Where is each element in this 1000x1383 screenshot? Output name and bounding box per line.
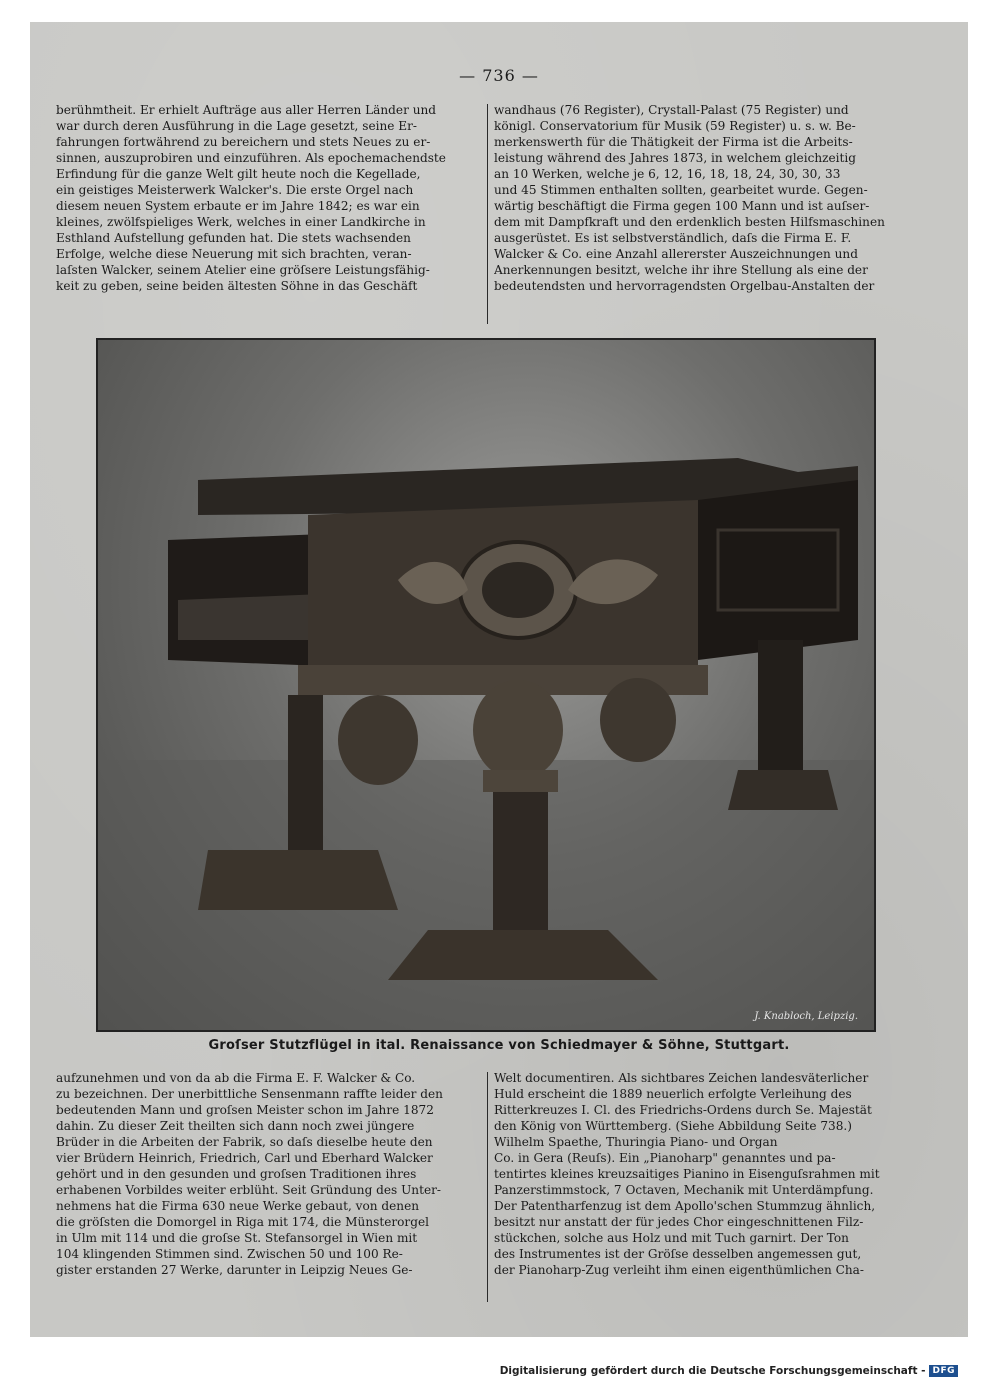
- column-bottom-right: [494, 1070, 946, 1278]
- text-line: sinnen, auszuprobiren und einzuführen. Als epochemachendste: [56, 151, 446, 165]
- text-line: wandhaus (76 Register), Crystall-Palast (75 Register) und: [494, 103, 849, 117]
- text-line: fahrungen fortwährend zu bereichern und stets Neues zu er-: [56, 135, 431, 149]
- text-line: Panzerstimmstock, 7 Octaven, Mechanik mit Unterdämpfung.: [494, 1183, 874, 1197]
- text-line: Welt documentiren. Als sichtbares Zeichen landesväterlicher: [494, 1071, 869, 1085]
- text-line: den König von Württemberg. (Siehe Abbildung Seite 738.): [494, 1119, 852, 1133]
- text-line: Co. in Gera (Reuſs). Ein „Pianoharp" genanntes und pa-: [494, 1151, 836, 1165]
- text-line: 104 klingenden Stimmen sind. Zwischen 50 und 100 Re-: [56, 1247, 403, 1261]
- text-line: bedeutendsten und hervorragendsten Orgelbau-Anstalten der: [494, 279, 875, 293]
- text-line: der Pianoharp-Zug verleiht ihm einen eigenthümlichen Cha-: [494, 1263, 864, 1277]
- piano-photograph: [96, 338, 876, 1032]
- page-number: — 736 —: [459, 66, 539, 85]
- text-line: nehmens hat die Firma 630 neue Werke gebaut, von denen: [56, 1199, 420, 1213]
- text-line: kleines, zwölfspieliges Werk, welches in einer Landkirche in: [56, 215, 426, 229]
- text-line: gister erstanden 27 Werke, darunter in Leipzig Neues Ge-: [56, 1263, 413, 1277]
- text-line: Huld erscheint die 1889 neuerlich erfolgte Verleihung des: [494, 1087, 852, 1101]
- text-line: und 45 Stimmen enthalten sollten, gearbeitet wurde. Gegen-: [494, 183, 868, 197]
- figure-caption: Groſser Stutzflügel in ital. Renaissance von Schiedmayer & Söhne, Stuttgart.: [208, 1038, 790, 1053]
- text-line: ausgerüstet. Es ist selbstverständlich, daſs die Firma E. F.: [494, 231, 852, 245]
- column-divider: [487, 104, 488, 324]
- text-line: in Ulm mit 114 und die groſse St. Stefansorgel in Wien mit: [56, 1231, 418, 1245]
- text-line: Wilhelm Spaethe, Thuringia Piano- und Organ: [494, 1135, 778, 1149]
- text-line: war durch deren Ausführung in die Lage gesetzt, seine Er-: [56, 119, 417, 133]
- text-line: laſsten Walcker, seinem Atelier eine gröſsere Leistungsfähig-: [56, 263, 430, 277]
- digitization-footer: [500, 1365, 958, 1377]
- text-line: ein geistiges Meisterwerk Walcker's. Die erste Orgel nach: [56, 183, 414, 197]
- text-line: vier Brüdern Heinrich, Friedrich, Carl und Eberhard Walcker: [56, 1151, 433, 1165]
- column-top-right: [494, 102, 946, 294]
- piano-illustration: [98, 340, 874, 1030]
- text-line: an 10 Werken, welche je 6, 12, 16, 18, 18, 24, 30, 30, 33: [494, 167, 841, 181]
- text-line: Esthland Aufstellung gefunden hat. Die stets wachsenden: [56, 231, 411, 245]
- text-line: zu bezeichnen. Der unerbittliche Sensenmann raffte leider den: [56, 1087, 443, 1101]
- text-line: merkenswerth für die Thätigkeit der Firma ist die Arbeits-: [494, 135, 853, 149]
- text-line: diesem neuen System erbaute er im Jahre 1842; es war ein: [56, 199, 420, 213]
- text-line: Ritterkreuzes I. Cl. des Friedrichs-Ordens durch Se. Majestät: [494, 1103, 872, 1117]
- text-line: des Instrumentes ist der Gröſse desselben angemessen gut,: [494, 1247, 862, 1261]
- text-line: besitzt nur anstatt der für jedes Chor eingeschnittenen Filz-: [494, 1215, 864, 1229]
- text-line: aufzunehmen und von da ab die Firma E. F. Walcker & Co.: [56, 1071, 416, 1085]
- footer-text: Digitalisierung gefördert durch die Deutsche Forschungsgemeinschaft -: [499, 1365, 926, 1377]
- text-line: Der Patentharfenzug ist dem Apollo'schen Stummzug ähnlich,: [494, 1199, 876, 1213]
- text-line: königl. Conservatorium für Musik (59 Register) u. s. w. Be-: [494, 119, 856, 133]
- text-line: erhabenen Vorbildes weiter erblüht. Seit Gründung des Unter-: [56, 1183, 441, 1197]
- text-line: leistung während des Jahres 1873, in welchem gleichzeitig: [494, 151, 857, 165]
- column-bottom-left: [56, 1070, 496, 1278]
- text-line: dahin. Zu dieser Zeit theilten sich dann noch zwei jüngere: [56, 1119, 415, 1133]
- text-line: Brüder in die Arbeiten der Fabrik, so daſs dieselbe heute den: [56, 1135, 433, 1149]
- photo-credit: J. Knabloch, Leipzig.: [754, 1011, 858, 1022]
- dfg-logo: DFG: [929, 1365, 958, 1377]
- newspaper-page: [30, 22, 968, 1337]
- text-line: tentirtes kleines kreuzsaitiges Pianino in Eisenguſsrahmen mit: [494, 1167, 880, 1181]
- column-top-left: [56, 102, 496, 294]
- text-line: stückchen, solche aus Holz und mit Tuch garnirt. Der Ton: [494, 1231, 849, 1245]
- text-line: Anerkennungen besitzt, welche ihr ihre Stellung als eine der: [494, 263, 868, 277]
- text-line: wärtig beschäftigt die Firma gegen 100 Mann und ist auſser-: [494, 199, 870, 213]
- text-line: Walcker & Co. eine Anzahl allererster Auszeichnungen und: [494, 247, 858, 261]
- text-line: die gröſsten die Domorgel in Riga mit 174, die Münsterorgel: [56, 1215, 429, 1229]
- text-line: berühmtheit. Er erhielt Aufträge aus aller Herren Länder und: [56, 103, 437, 117]
- column-divider: [487, 1072, 488, 1302]
- text-line: Erfolge, welche diese Neuerung mit sich brachten, veran-: [56, 247, 412, 261]
- text-line: Erfindung für die ganze Welt gilt heute noch die Kegellade,: [56, 167, 421, 181]
- text-line: gehört und in den gesunden und groſsen Traditionen ihres: [56, 1167, 417, 1181]
- text-line: dem mit Dampfkraft und den erdenklich besten Hilfsmaschinen: [494, 215, 885, 229]
- text-line: bedeutenden Mann und groſsen Meister schon im Jahre 1872: [56, 1103, 434, 1117]
- text-line: keit zu geben, seine beiden ältesten Söhne in das Geschäft: [56, 279, 418, 293]
